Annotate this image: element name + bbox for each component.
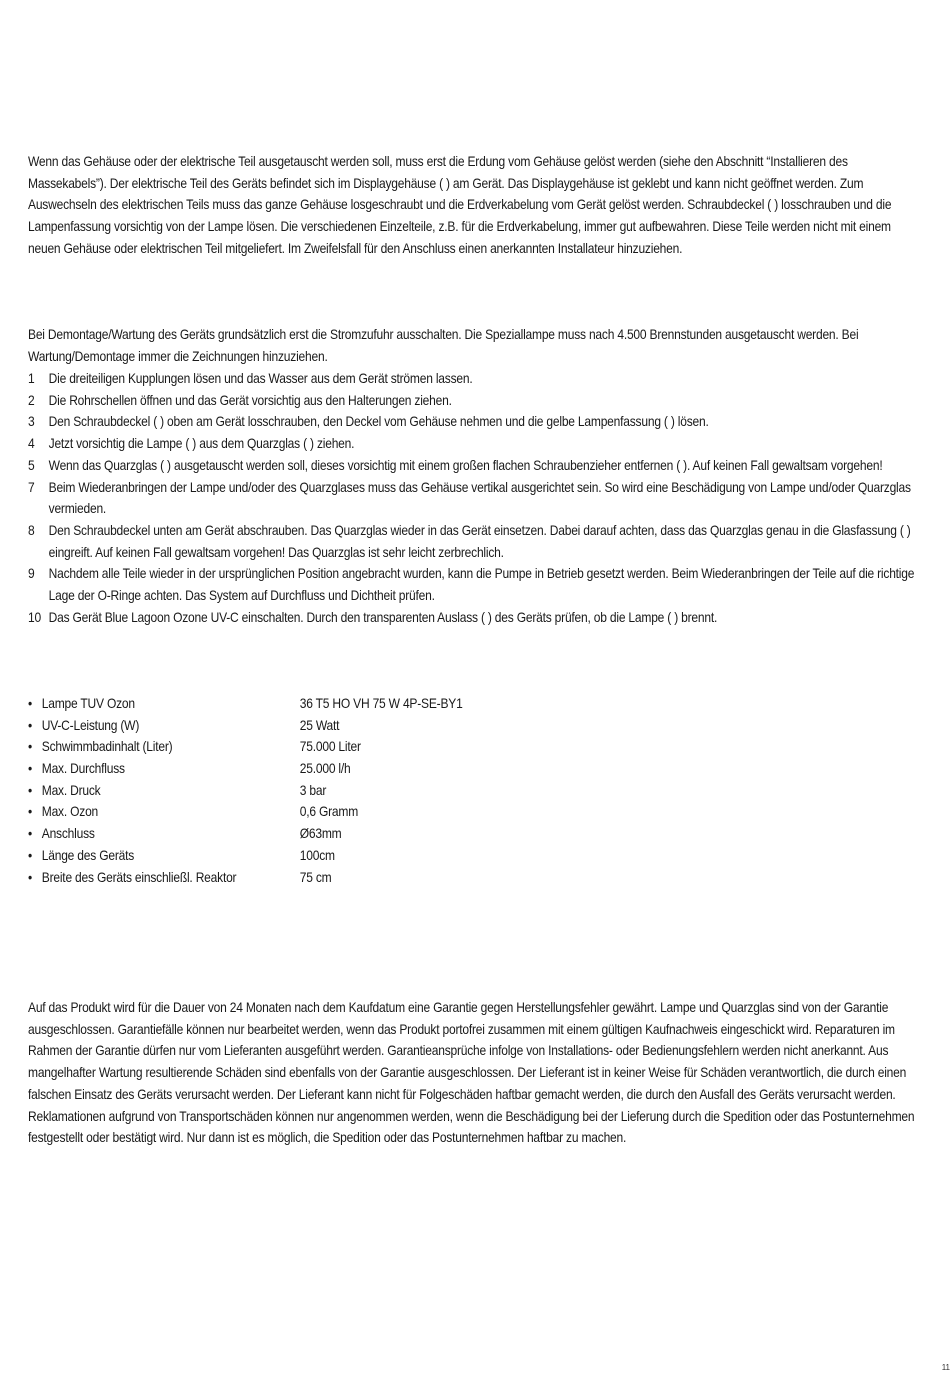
maintenance-steps bbox=[28, 368, 915, 628]
step-number: 7 bbox=[28, 478, 35, 495]
spec-row bbox=[28, 758, 793, 780]
replacement-paragraph: Wenn das Gehäuse oder der elektrische Teil ausgetauscht werden soll, muss erst die Erdung vom Gehäuse gelöst werden (siehe den Abschnitt “Installieren des Massekabels”). Der elektrische Teil des Geräts befindet sich im Displaygehäuse ( ) am Gerät. Das Displaygehäuse ist geklebt und kann nicht geöffnet werden. Zum Auswechseln des elektrischen Teils muss das ganze Gehäuse losgeschraubt und die Erdverkabelung vom Gerät gelöst werden. Schraubdeckel ( ) losschrauben und die Lampenfassung vorsichtig von der Lampe lösen. Die verschiedenen Einzelteile, z.B. für die Erdverkabelung, immer gut aufbewahren. Diese Teile werden nicht mit einem neuen Gehäuse oder elektrischen Teil mitgeliefert. Im Zweifelsfall für den Anschluss einen anerkannten Installateur hinzuziehen. bbox=[28, 153, 892, 256]
spec-value: Ø63mm bbox=[299, 825, 342, 842]
bullet-icon: • bbox=[28, 760, 33, 777]
warranty-section bbox=[28, 997, 915, 1149]
spec-value: 25.000 l/h bbox=[299, 760, 351, 777]
step-item bbox=[28, 520, 940, 563]
step-number: 1 bbox=[28, 370, 35, 386]
step-text: Den Schraubdeckel ( ) oben am Gerät losschrauben, den Deckel vom Gehäuse nehmen und die gelbe Lampenfassung ( ) lösen. bbox=[48, 413, 709, 430]
step-number: 10 bbox=[28, 608, 41, 625]
spec-value: 25 Watt bbox=[299, 716, 340, 733]
warranty-paragraph: Auf das Produkt wird für die Dauer von 24 Monaten nach dem Kaufdatum eine Garantie gegen Herstellungsfehler gewährt. Lampe und Quarzglas sind von der Garantie ausgeschlossen. Garantiefälle können nur bearbeitet werden, wenn das Produkt portofrei zusammen mit einem gültigen Kaufnachweis eingeschickt wird. Reparaturen im Rahmen der Garantie dürfen nur vom Lieferanten ausgeführt werden. Garantieansprüche infolge von Installations- oder Bedienungsfehlern werden nicht anerkannt. Aus mangelhafter Wartung resultierende Schäden sind ebenfalls von der Garantie ausgeschlossen. Der Lieferant ist in keiner Weise für Schäden verantwortlich, die durch einen falschen Einsatz des Geräts verursacht werden. Der Lieferant kann nicht für Folgeschäden haftbar gemacht werden, die durch den Ausfall des Geräts verursacht werden. Reklamationen aufgrund von Transportschäden können nur angenommen werden, wenn die Beschädigung bei der Lieferung durch die Spedition oder das Postunternehmen festgestellt oder bestätigt wird. Nur dann ist es möglich, die Spedition oder das Postunternehmen haftbar zu machen. bbox=[28, 999, 915, 1146]
spec-label: Breite des Geräts einschließl. Reaktor bbox=[41, 868, 237, 885]
spec-row bbox=[28, 867, 793, 889]
step-item bbox=[28, 411, 940, 433]
spec-label: Max. Ozon bbox=[41, 803, 99, 820]
step-item bbox=[28, 390, 940, 412]
spec-row bbox=[28, 736, 793, 758]
step-number: 9 bbox=[28, 565, 35, 582]
bullet-icon: • bbox=[28, 803, 33, 820]
spec-label: UV-C-Leistung (W) bbox=[41, 716, 140, 733]
spec-label: Anschluss bbox=[41, 825, 95, 842]
step-number: 2 bbox=[28, 391, 35, 408]
step-text: Das Gerät Blue Lagoon Ozone UV-C einschalten. Durch den transparenten Auslass ( ) des Geräts prüfen, ob die Lampe ( ) brennt. bbox=[48, 608, 718, 625]
step-text: Jetzt vorsichtig die Lampe ( ) aus dem Quarzglas ( ) ziehen. bbox=[48, 435, 355, 452]
spec-row bbox=[28, 845, 793, 867]
spec-value: 0,6 Gramm bbox=[299, 803, 359, 820]
step-text: Nachdem alle Teile wieder in der ursprünglichen Position angebracht wurden, kann die Pumpe in Betrieb gesetzt werden. Beim Wiederanbringen der Teile auf die richtige Lage der O-Ringe achten. Das System auf Durchfluss und Dichtheit prüfen. bbox=[48, 565, 915, 604]
spec-value: 36 T5 HO VH 75 W 4P-SE-BY1 bbox=[299, 695, 463, 711]
maintenance-intro bbox=[28, 324, 859, 367]
bullet-icon: • bbox=[28, 695, 33, 711]
bullet-icon: • bbox=[28, 738, 33, 755]
spec-label: Schwimmbadinhalt (Liter) bbox=[41, 738, 173, 755]
spec-value: 75.000 Liter bbox=[299, 738, 361, 755]
bullet-icon: • bbox=[28, 868, 33, 885]
step-item bbox=[28, 368, 940, 390]
spec-label: Max. Durchfluss bbox=[41, 760, 125, 777]
bullet-icon: • bbox=[28, 781, 33, 798]
step-number: 8 bbox=[28, 521, 35, 538]
step-text: Wenn das Quarzglas ( ) ausgetauscht werden soll, dieses vorsichtig mit einem großen flachen Schraubenzieher entfernen ( ). Auf keinen Fall gewaltsam vorgehen! bbox=[48, 456, 883, 473]
spec-row bbox=[28, 801, 793, 823]
spec-value: 75 cm bbox=[299, 868, 332, 885]
bullet-icon: • bbox=[28, 716, 33, 733]
replacement-section bbox=[28, 151, 892, 260]
step-number: 3 bbox=[28, 413, 35, 430]
step-item bbox=[28, 477, 940, 520]
bullet-icon: • bbox=[28, 846, 33, 863]
page-number: 11 bbox=[941, 1363, 950, 1372]
technical-specs bbox=[28, 693, 793, 888]
spec-label: Max. Druck bbox=[41, 781, 101, 798]
spec-label: Länge des Geräts bbox=[41, 846, 135, 863]
step-text: Die dreiteiligen Kupplungen lösen und das Wasser aus dem Gerät strömen lassen. bbox=[48, 370, 473, 386]
spec-row bbox=[28, 693, 793, 715]
step-item bbox=[28, 607, 940, 629]
spec-row bbox=[28, 715, 793, 737]
spec-label: Lampe TUV Ozon bbox=[41, 695, 135, 711]
step-item bbox=[28, 433, 940, 455]
spec-row bbox=[28, 780, 793, 802]
spec-value: 3 bar bbox=[299, 781, 327, 798]
step-text: Die Rohrschellen öffnen und das Gerät vorsichtig aus den Halterungen ziehen. bbox=[48, 391, 452, 408]
bullet-icon: • bbox=[28, 825, 33, 842]
step-text: Beim Wiederanbringen der Lampe und/oder des Quarzglases muss das Gehäuse vertikal ausgerichtet sein. So wird eine Beschädigung von Lampe und/oder Quarzglas vermieden. bbox=[48, 478, 911, 517]
step-number: 4 bbox=[28, 435, 35, 452]
step-number: 5 bbox=[28, 456, 35, 473]
step-item bbox=[28, 563, 940, 606]
step-item bbox=[28, 455, 940, 477]
maintenance-paragraph: Bei Demontage/Wartung des Geräts grundsätzlich erst die Stromzufuhr ausschalten. Die Speziallampe muss nach 4.500 Brennstunden ausgetauscht werden. Bei Wartung/Demontage immer die Zeichnungen hinzuziehen. bbox=[28, 326, 859, 364]
steps-list bbox=[28, 368, 940, 628]
spec-row bbox=[28, 823, 793, 845]
spec-value: 100cm bbox=[299, 846, 335, 863]
step-text: Den Schraubdeckel unten am Gerät abschrauben. Das Quarzglas wieder in das Gerät einsetzen. Dabei darauf achten, dass das Quarzglas genau in die Glasfassung ( ) eingreift. Auf keinen Fall gewaltsam vorgehen! Das Quarzglas ist sehr leicht zerbrechlich. bbox=[48, 521, 911, 560]
